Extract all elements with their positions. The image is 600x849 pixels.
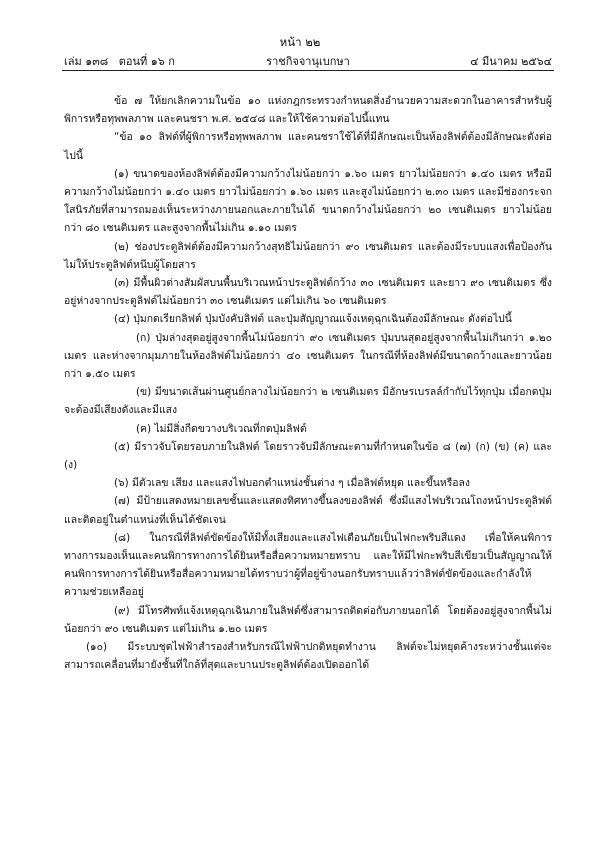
paragraph: (๙) มีโทรศัพท์แจ้งเหตุฉุกเฉินภายในลิฟต์ซึ่งสามารถติดต่อกับภายนอกได้ โดยต้องอยู่สูงจากพื้นไม่น้อยกว่า ๙๐ เซนติเมตร แต่ไม่เกิน ๑.๒๐ เมตร	[64, 604, 552, 635]
gazette-header	[64, 52, 552, 68]
paragraph: (๘) ในกรณีที่ลิฟต์ขัดข้องให้มีทั้งเสียงและแสงไฟเตือนภัยเป็นไฟกะพริบสีแดง เพื่อให้คนพิการทางการมองเห็นและคนพิการทางการได้ยินหรือสื่อความหมายทราบ และให้มีไฟกะพริบสีเขียวเป็นสัญญาณให้คนพิการทางการได้ยินหรือสื่อความหมายได้ทราบว่าผู้ที่อยู่ข้างนอกรับทราบแล้วว่าลิฟต์ขัดข้องและกำลังให้ความช่วยเหลืออยู่	[64, 531, 552, 599]
paragraph: (๑๐) มีระบบชุดไฟฟ้าสำรองสำหรับกรณีไฟฟ้าปกติหยุดทำงาน ลิฟต์จะไม่หยุดค้างระหว่างชั้นแต่จะสามารถเคลื่อนที่มายังชั้นที่ใกล้ที่สุดและบานประตูลิฟต์ต้องเปิดออกได้	[64, 641, 552, 672]
paragraph: (๖) มีตัวเลข เสียง และแสงไฟบอกตำแหน่งชั้นต่าง ๆ เมื่อลิฟต์หยุด และขึ้นหรือลง	[114, 477, 470, 490]
paragraph: (๑) ขนาดของห้องลิฟต์ต้องมีความกว้างไม่น้อยกว่า ๑.๖๐ เมตร ยาวไม่น้อยกว่า ๑.๔๐ เมตร หรือมีความกว้างไม่น้อยกว่า ๑.๔๐ เมตร ยาวไม่น้อยกว่า ๑.๖๐ เมตร และสูงไม่น้อยกว่า ๒.๓๐ เมตร และมีช่องกระจกใสนิรภัยที่สามารถมองเห็นระหว่างภายนอกและภายในได้ ขนาดกว้างไม่น้อยกว่า ๒๐ เซนติเมตร ยาวไม่น้อยกว่า ๘๐ เซนติเมตร และสูงจากพื้นไม่เกิน ๑.๑๐ เมตร	[64, 167, 552, 235]
volume-issue: เล่ม ๑๓๘ ตอนที่ ๑๖ ก	[64, 55, 175, 68]
paragraph: (๒) ช่องประตูลิฟต์ต้องมีความกว้างสุทธิไม่น้อยกว่า ๙๐ เซนติเมตร และต้องมีระบบแสงเพื่อป้องกันไม่ให้ประตูลิฟต์หนีบผู้โดยสาร	[64, 240, 552, 271]
publication-date: ๔ มีนาคม ๒๕๖๔	[470, 55, 552, 68]
paragraph: (๗) มีป้ายแสดงหมายเลขชั้นและแสดงทิศทางขึ้นลงของลิฟต์ ซึ่งมีแสงไฟบริเวณโถงหน้าประตูลิฟต์และติดอยู่ในตำแหน่งที่เห็นได้ชัดเจน	[64, 495, 552, 526]
paragraph: (ค) ไม่มีสิ่งกีดขวางบริเวณที่กดปุ่มลิฟต์	[136, 422, 307, 435]
paragraph: “ข้อ ๑๐ ลิฟต์ที่ผู้พิการหรือทุพพลภาพ และคนชราใช้ได้ที่มีลักษณะเป็นห้องลิฟต์ต้องมีลักษณะดังต่อไปนี้	[64, 131, 552, 162]
paragraph: (ก) ปุ่มล่างสุดอยู่สูงจากพื้นไม่น้อยกว่า ๙๐ เซนติเมตร ปุ่มบนสุดอยู่สูงจากพื้นไม่เกินกว่า ๑.๒๐ เมตร และห่างจากมุมภายในห้องลิฟต์ไม่น้อยกว่า ๔๐ เซนติเมตร ในกรณีที่ห้องลิฟต์มีขนาดกว้างและยาวน้อยกว่า ๑.๕๐ เมตร	[64, 331, 552, 381]
paragraph: (๔) ปุ่มกดเรียกลิฟต์ ปุ่มบังคับลิฟต์ และปุ่มสัญญาณแจ้งเหตุฉุกเฉินต้องมีลักษณะ ดังต่อไปนี้	[114, 313, 512, 326]
header-rule	[62, 70, 554, 71]
paragraph: (ข) มีขนาดเส้นผ่านศูนย์กลางไม่น้อยกว่า ๒ เซนติเมตร มีอักษรเบรลล์กำกับไว้ทุกปุ่ม เมื่อกดปุ่มจะต้องมีเสียงดังและมีแสง	[64, 386, 552, 417]
paragraph: (๓) มีพื้นผิวต่างสัมผัสบนพื้นบริเวณหน้าประตูลิฟต์กว้าง ๓๐ เซนติเมตร และยาว ๙๐ เซนติเมตร ซึ่งอยู่ห่างจากประตูลิฟต์ไม่น้อยกว่า ๓๐ เซนติเมตร แต่ไม่เกิน ๖๐ เซนติเมตร	[64, 277, 552, 308]
publication-title: ราชกิจจานุเบกษา	[266, 55, 350, 68]
page-number: หน้า ๒๒	[279, 35, 321, 49]
document-body	[64, 92, 552, 675]
paragraph: (๕) มีราวจับโดยรอบภายในลิฟต์ โดยราวจับมีลักษณะตามที่กำหนดในข้อ ๘ (๗) (ก) (ข) (ค) และ (ง)	[64, 440, 552, 472]
paragraph: ข้อ ๗ ให้ยกเลิกความในข้อ ๑๐ แห่งกฎกระทรวงกำหนดสิ่งอำนวยความสะดวกในอาคารสำหรับผู้พิการหรือทุพพลภาพ และคนชรา พ.ศ. ๒๕๔๘ และให้ใช้ความต่อไปนี้แทน	[64, 95, 552, 126]
